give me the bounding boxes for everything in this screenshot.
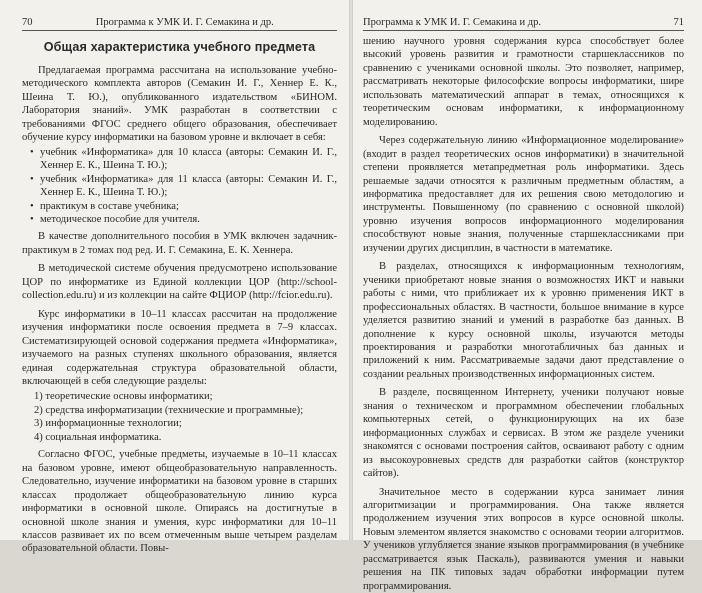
sections-list [22,390,337,444]
additional-manual-paragraph: В качестве дополнительного пособия в УМК включен задачник-практикум в 2 томах под ред. И. Г. Семакина, Е. К. Хеннера. [22,230,337,257]
left-running-header [22,10,337,31]
fgos-paragraph: Согласно ФГОС, учебные предметы, изучаемые в 10–11 классах на базовом уровне, имеют общеобразовательную направленность. Следовательно, изучение информатики на базовом уровне в старших классах продолжает общеобразовательную линию курса информатики в основной школе. Опираясь на достигнутые в основной школе знания и умения, курс информатики для 10–11 классов развивает их по всем отмеченным выше четырем разделам образовательной области. Повы- [22,448,337,556]
right-body-text [363,35,684,593]
list-item: • практикум в составе учебника; [30,200,337,213]
modeling-paragraph: Через содержательную линию «Информационное моделирование» (входит в раздел теоретических основ информатики) в значительной степени проявляется метапредметная роль информатики. Здесь решаемые задачи относятся к различным предметным областям, а информатика предоставляет для их решения свою методологию и инструменты. Повышенному (по сравнению с основной школой) уровню изучения вопросов информационного моделирования способствуют новые знания, полученные старшеклассниками при изучении других дисциплин, в частности в математике. [363,134,684,255]
list-item: 4) социальная информатика. [34,431,337,444]
intro-paragraph: Предлагаемая программа рассчитана на использование учебно-методического комплекта авторов (Семакин И. Г., Хеннер Е. К., Шеина Т. Ю.), опубликованного издательством «БИНОМ. Лаборатория знаний». УМК разработан в соответствии с требованиями ФГОС среднего общего образования, обеспечивает обучение курсу информатики на базовом уровне и включает в себя: [22,64,337,145]
right-page [353,0,702,540]
internet-paragraph: В разделе, посвященном Интернету, ученики получают новые знания о техническом и программном обеспечении глобальных компьютерных сетей, о функционирующих на их базе информационных службах и сервисах. В этом же разделе ученики знакомятся с основами построения сайтов, осваивают работу с одним из высокоуровневых средств для разработки сайтов (конструктор сайтов). [363,386,684,480]
list-item: • учебник «Информатика» для 10 класса (авторы: Семакин И. Г., Хеннер Е. К., Шеина Т. Ю.); [30,146,337,173]
right-page-number: 71 [674,17,685,28]
algorithms-paragraph: Значительное место в содержании курса занимает линия алгоритмизации и программирования. Она также является продолжением изучения этих вопросов в курсе основной школы. Новым элементом является знакомство с основами теории алгоритмов. У учеников углубляется знание языков программирования (в учебнике рассматривается язык Паскаль), развиваются умения и навыки решения на ПК типовых задач обработки информации путем программирования. [363,486,684,593]
cor-paragraph: В методической системе обучения предусмотрено использование ЦОР по информатике из Единой коллекции ЦОР (http://school-collection.edu.ru) и из коллекции на сайте ФЦИОР (http://fcior.edu.ru). [22,262,337,302]
right-running-head: Программа к УМК И. Г. Семакина и др. [363,17,674,28]
list-item: 1) теоретические основы информатики; [34,390,337,403]
section-heading: Общая характеристика учебного предмета [22,40,337,54]
umk-components-list [22,146,337,227]
right-running-header [363,10,684,31]
list-item: • методическое пособие для учителя. [30,213,337,226]
left-page [0,0,349,540]
left-page-number: 70 [22,17,33,28]
left-running-head: Программа к УМК И. Г. Семакина и др. [33,17,338,28]
continuation-paragraph: шению научного уровня содержания курса способствует более высокий уровень развития и грамотности старшеклассников по сравнению с учениками основной школы. Это позволяет, например, рассматривать некоторые философские вопросы информатики, шире использовать математический аппарат в темах, относящихся к теоретическим основам информатики, к информационному моделированию. [363,35,684,129]
list-item: • учебник «Информатика» для 11 класса (авторы: Семакин И. Г., Хеннер Е. К., Шеина Т. Ю.); [30,173,337,200]
technologies-paragraph: В разделах, относящихся к информационным технологиям, ученики приобретают новые знания о возможностях ИКТ и навыки работы с ними, что приближает их к уровню применения ИКТ в профессиональных областях. В частности, большое внимание в курсе уделяется развитию знаний и умений в разработке баз данных. В дополнение к курсу основной школы, изучаются методы проектирования и разработки многотабличных баз данных и приложений к ним. Рассматриваемые задачи дают представление о создании реальных производственных информационных систем. [363,260,684,381]
left-body-text [22,64,337,556]
list-item: 2) средства информатизации (технические и программные); [34,404,337,417]
course-paragraph: Курс информатики в 10–11 классах рассчитан на продолжение изучения информатики после освоения предмета в 7–9 классах. Систематизирующей основой содержания предмета «Информатика», изучаемого на разных ступенях школьного образования, является единая содержательная структура образовательной области, включающей в себя следующие разделы: [22,308,337,389]
list-item: 3) информационные технологии; [34,417,337,430]
